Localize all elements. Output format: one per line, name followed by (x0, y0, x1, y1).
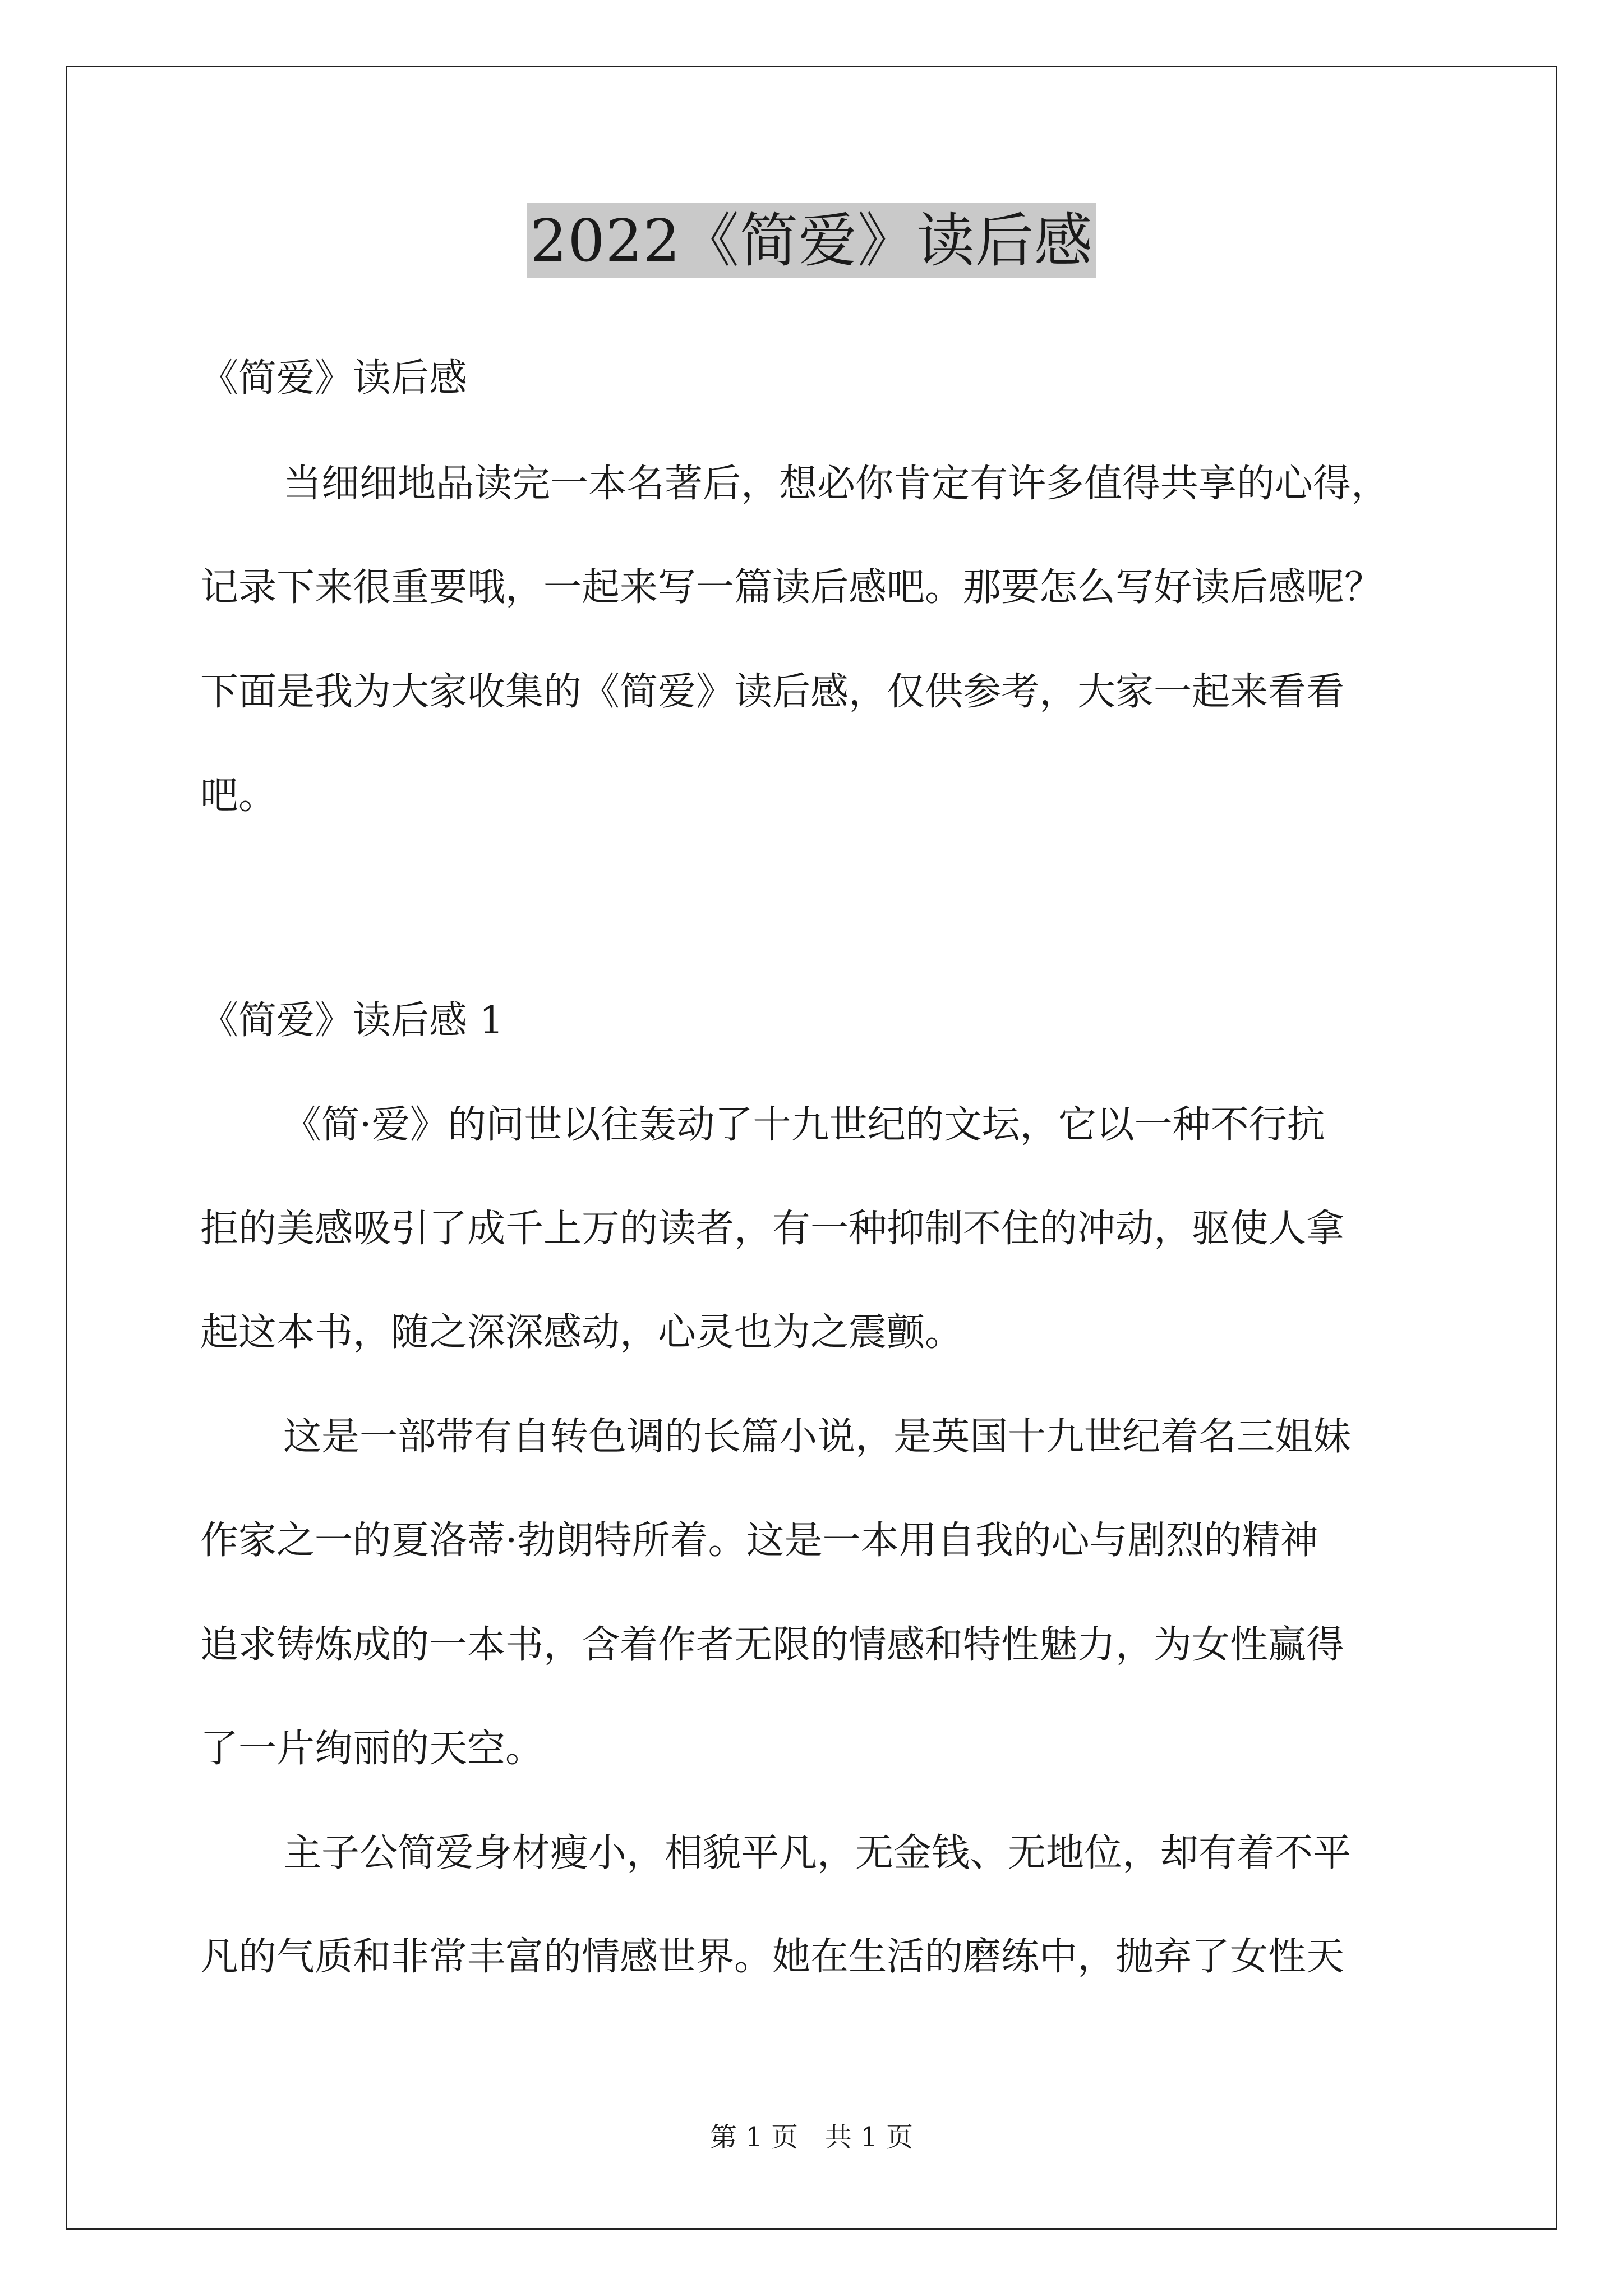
paragraph2-line-4: 了一片绚丽的天空。 (200, 1727, 544, 1771)
title-container (0, 203, 1623, 278)
paragraph3-line-1: 主子公简爱身材瘦小，相貌平凡，无金钱、无地位，却有着不平 (283, 1831, 1352, 1875)
document-title: 2022《简爱》读后感 (527, 203, 1096, 278)
paragraph2-line-3: 追求铸炼成的一本书，含着作者无限的情感和特性魅力，为女性赢得 (200, 1623, 1345, 1667)
page-number-footer: 第 1 页 共 1 页 (709, 2122, 914, 2153)
paragraph1-line-2: 拒的美感吸引了成千上万的读者，有一种抑制不住的冲动，驱使人拿 (200, 1207, 1345, 1251)
paragraph2-line-1: 这是一部带有自转色调的长篇小说，是英国十九世纪着名三姐妹 (283, 1415, 1352, 1459)
intro-line-2: 记录下来很重要哦，一起来写一篇读后感吧。那要怎么写好读后感呢？ (200, 565, 1383, 610)
section1-heading: 《简爱》读后感 1 (200, 999, 504, 1043)
intro-line-1: 当细细地品读完一本名著后，想必你肯定有许多值得共享的心得， (283, 462, 1390, 506)
paragraph1-line-3: 起这本书，随之深深感动，心灵也为之震颤。 (200, 1310, 963, 1355)
paragraph2-line-2: 作家之一的夏洛蒂·勃朗特所着。这是一本用自我的心与剧烈的精神 (200, 1519, 1318, 1563)
paragraph1-line-1: 《简·爱》的问世以往轰动了十九世纪的文坛，它以一种不行抗 (283, 1103, 1325, 1147)
intro-heading: 《简爱》读后感 (200, 356, 468, 401)
paragraph3-line-2: 凡的气质和非常丰富的情感世界。她在生活的磨练中，抛弃了女性天 (200, 1935, 1345, 1979)
intro-line-4: 吧。 (200, 774, 277, 818)
intro-line-3: 下面是我为大家收集的《简爱》读后感，仅供参考，大家一起来看看 (200, 670, 1345, 714)
